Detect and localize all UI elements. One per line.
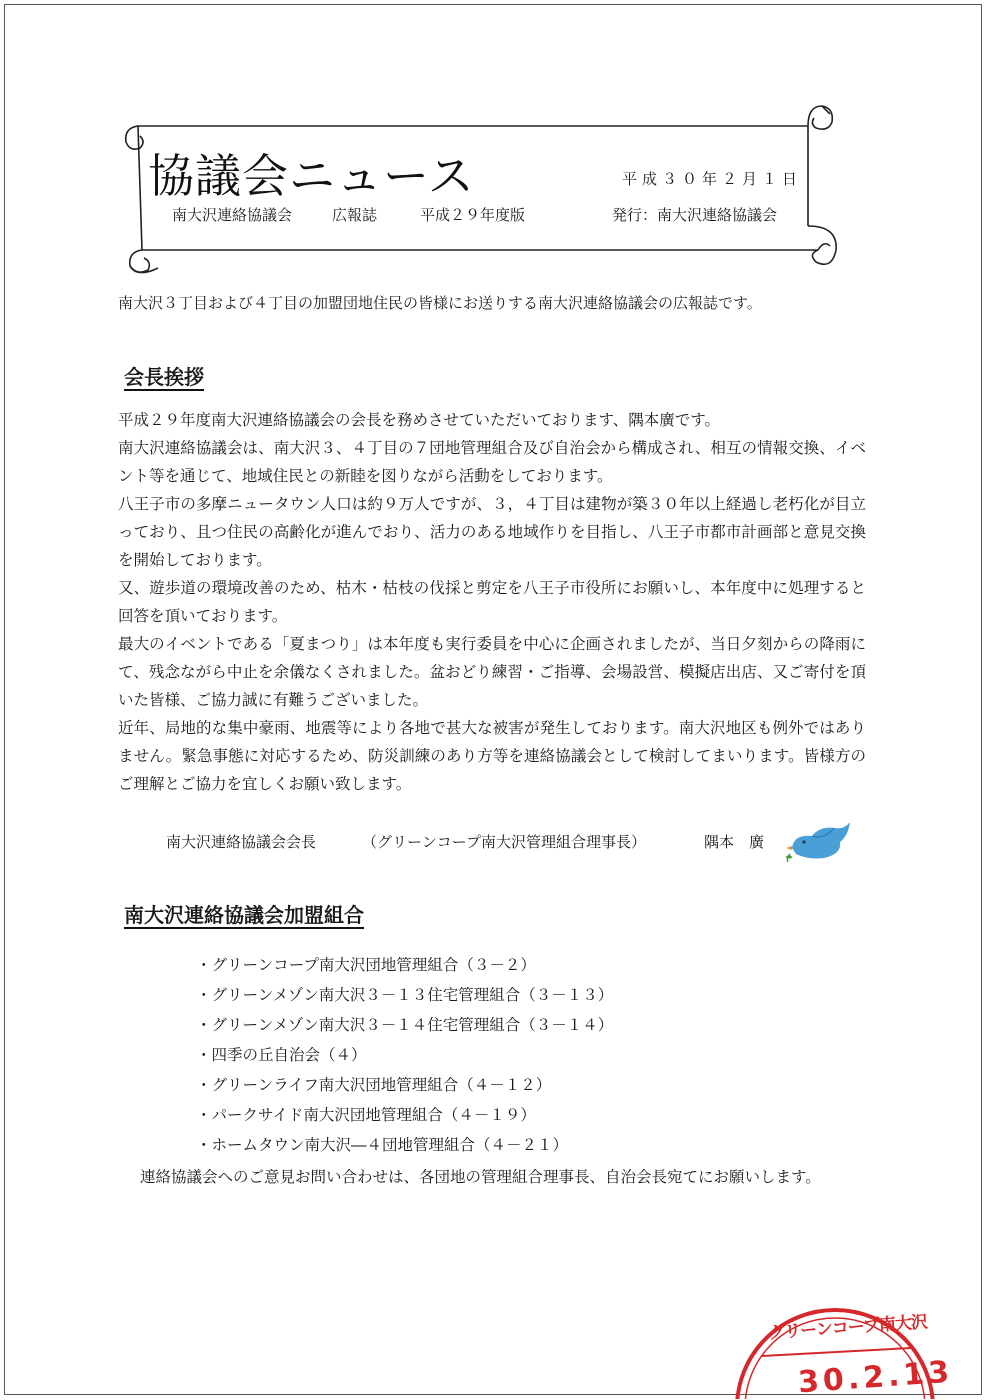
newsletter-title: 協議会ニュース (148, 149, 475, 203)
greeting-heading: 会長挨拶 (124, 365, 204, 389)
greeting-paragraph: 最大のイベントである「夏まつり」は本年度も実行委員を中心に企画されましたが、当日夕刻からの降雨にて、残念ながら中止を余儀なくされました。盆おどり練習・ご指導、会場設営、模擬店出店、又ご寄付を頂いた皆様、ご協力誠に有難うございました。 (118, 635, 866, 709)
signature-name: 隅本 廣 (704, 833, 765, 851)
greeting-paragraph: 近年、局地的な集中豪雨、地震等により各地で甚大な被害が発生しております。南大沢地区も例外ではありません。緊急事態に対応するため、防災訓練のあり方等を連絡協議会として検討してまいります。皆様方のご理解とご協力を宜しくお願い致します。 (118, 719, 866, 793)
list-item: ・グリーンメゾン南大沢３－１３住宅管理組合（３－１３） (196, 986, 614, 1004)
greeting-body (118, 406, 866, 798)
contact-note: 連絡協議会へのご意見お問い合わせは、各団地の管理組合理事長、自治会長宛てにお願いします。 (140, 1168, 821, 1186)
greeting-paragraph: 平成２９年度南大沢連絡協議会の会長を務めさせていただいております、隅本廣です。 (118, 411, 721, 429)
publisher-label: 発行：南大沢連絡協議会 (612, 206, 778, 224)
list-item: ・ホームタウン南大沢―４団地管理組合（４－２１） (196, 1136, 569, 1154)
greeting-paragraph: 又、遊歩道の環境改善のため、枯木・枯枝の伐採と剪定を八王子市役所にお願いし、本年度中に処理すると回答を頂いております。 (118, 579, 866, 625)
greeting-paragraph: 八王子市の多摩ニュータウン人口は約９万人ですが、３，４丁目は建物が築３０年以上経過し老朽化が目立っており、且つ住民の高齢化が進んでおり、活力のある地域作りを目指し、八王子市都市計画部と意見交換を開始しております。 (118, 495, 866, 569)
greeting-paragraph: 南大沢連絡協議会は、南大沢３、４丁目の７団地管理組合及び自治会から構成され、相互の情報交換、イベント等を通じて、地域住民との新睦を図りながら活動をしております。 (118, 439, 866, 485)
intro-text: 南大沢３丁目および４丁目の加盟団地住民の皆様にお送りする南大沢連絡協議会の広報誌です。 (118, 294, 762, 312)
bird-icon (784, 818, 854, 864)
stamp-date: 30.2.13 (796, 1354, 955, 1400)
stamp-name: グリーンコープ南大沢 (767, 1312, 928, 1344)
list-item: ・グリーンメゾン南大沢３－１４住宅管理組合（３－１４） (196, 1016, 614, 1034)
list-item: ・四季の丘自治会（４） (196, 1046, 367, 1064)
signature-title: 南大沢連絡協議会会長 (166, 833, 317, 851)
signature-affiliation: （グリーンコープ南大沢管理組合理事長） (362, 833, 646, 851)
members-heading: 南大沢連絡協議会加盟組合 (124, 903, 364, 927)
list-item: ・グリーンコープ南大沢団地管理組合（３－２） (196, 956, 536, 974)
publication-type: 広報誌 (332, 206, 378, 224)
edition-label: 平成２９年度版 (420, 206, 526, 224)
list-item: ・パークサイド南大沢団地管理組合（４－１９） (196, 1106, 536, 1124)
issue-date: 平成３０年２月１日 (622, 170, 803, 188)
organization-name: 南大沢連絡協議会 (172, 206, 293, 224)
list-item: ・グリーンライフ南大沢団地管理組合（４－１２） (196, 1076, 552, 1094)
member-list (196, 950, 613, 1160)
